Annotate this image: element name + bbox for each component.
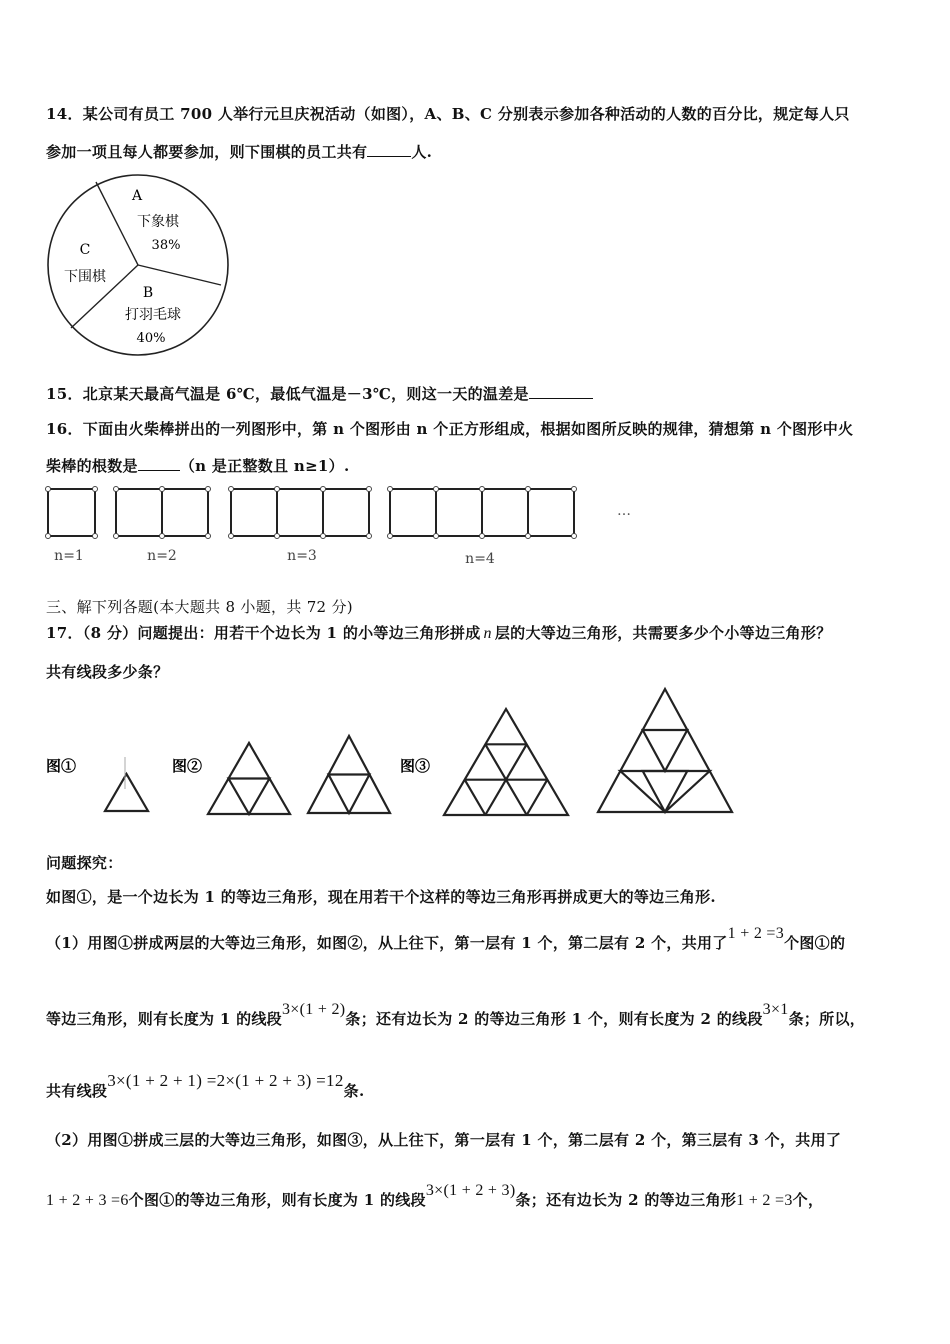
- square-n2-2: [162, 489, 208, 536]
- fig3a-outer: [444, 709, 568, 815]
- square-n3-3: [323, 489, 369, 536]
- para1-end: 个图①的: [784, 934, 846, 952]
- ellipsis: …: [617, 503, 631, 519]
- q14-line2-end: 人.: [411, 143, 433, 161]
- answer-blank: [367, 142, 411, 157]
- q17-line1-text: 17．（8 分）问题提出：用若干个边长为 1 的小等边三角形拼成: [46, 624, 481, 642]
- square-n2-1: [116, 489, 162, 536]
- math-sum3: 1 + 2 =3: [736, 1192, 793, 1209]
- q15-text: 15．北京某天最高气温是 6℃，最低气温是－3℃，则这一天的温差是: [46, 385, 529, 403]
- pie-divider-ab: [138, 265, 221, 285]
- square-n4-2: [436, 489, 482, 536]
- square-n4-1: [390, 489, 436, 536]
- answer-blank: [529, 384, 593, 399]
- slice-a-percent: 38%: [151, 238, 181, 253]
- q17-line1-end: 层的大等边三角形，共需要多少个小等边三角形？: [494, 624, 832, 642]
- para2-text: 等边三角形，则有长度为 1 的线段: [46, 1010, 282, 1028]
- para5-mid: 条；还有边长为 2 的等边三角形: [515, 1191, 737, 1209]
- explore-intro: 如图①，是一个边长为 1 的等边三角形，现在用若干个这样的等边三角形再拼成更大的等边三角形.: [46, 888, 716, 906]
- fig1-triangle: [105, 774, 148, 811]
- matchstick-figure: [40, 482, 640, 572]
- para3: [46, 1071, 365, 1101]
- fig2-label: 图②: [172, 757, 203, 775]
- variable-n: n: [483, 625, 492, 642]
- slice-b-letter: B: [142, 285, 154, 301]
- q15-line: [46, 383, 593, 404]
- square-n4-3: [482, 489, 528, 536]
- q14-line2-text: 参加一项且每人都要参加，则下围棋的员工共有: [46, 143, 368, 161]
- label-n1: n=1: [54, 548, 84, 564]
- slice-c-label: 下围棋: [64, 269, 106, 285]
- label-n2: n=2: [147, 548, 177, 564]
- square-n3-2: [277, 489, 323, 536]
- q14-line2: [46, 141, 432, 162]
- math-1plus2: 1 + 2 =3: [727, 925, 785, 942]
- q17-line2: 共有线段多少条？: [46, 663, 169, 681]
- q16-line1: 16．下面由火柴棒拼出的一列图形中，第 n 个图形由 n 个正方形组成，根据如图所反映的规律，猜想第 n 个图形中火: [46, 420, 854, 438]
- pie-chart: [40, 170, 240, 360]
- q16-line2: [46, 455, 350, 476]
- fig2a-inner: [229, 779, 270, 815]
- answer-blank: [138, 456, 180, 471]
- math-3x1: 3×1: [762, 1001, 789, 1018]
- fig3b-outer: [598, 689, 732, 812]
- fig3b-inner1: [643, 730, 688, 771]
- q16-line2-text: 柴棒的根数是: [46, 457, 138, 475]
- math-sum6: 1 + 2 + 3 =6: [46, 1192, 129, 1209]
- explore-title: 问题探究：: [46, 854, 123, 872]
- para5-end: 个，: [792, 1191, 824, 1209]
- square-n1: [48, 489, 95, 536]
- square-n3-1: [231, 489, 277, 536]
- section-title: 三、解下列各题(本大题共 8 小题，共 72 分): [46, 598, 353, 616]
- para1: [46, 925, 846, 953]
- para2-mid: 条；还有边长为 2 的等边三角形 1 个，则有长度为 2 的线段: [345, 1010, 763, 1028]
- para5-text: 个图①的等边三角形，则有长度为 1 的线段: [128, 1191, 426, 1209]
- slice-a-label: 下象棋: [137, 214, 179, 230]
- math-total12: 3×(1 + 2 + 1) =2×(1 + 2 + 3) =12: [107, 1071, 344, 1090]
- para5: [46, 1182, 824, 1210]
- para3-end: 条.: [343, 1082, 365, 1100]
- triangle-figures: [40, 685, 760, 830]
- q17-line1: [46, 622, 831, 643]
- q16-line2-end: （n 是正整数且 n≥1）.: [179, 457, 350, 475]
- para4: （2）用图①拼成三层的大等边三角形，如图③，从上往下，第一层有 1 个，第二层有 2 个，第三层有 3 个，共用了: [46, 1131, 842, 1149]
- slice-c-letter: C: [79, 242, 91, 258]
- para2: [46, 1001, 866, 1029]
- fig3b-inner2: [620, 771, 709, 812]
- math-3x3: 3×(1 + 2): [281, 1001, 346, 1018]
- para1-text: （1）用图①拼成两层的大等边三角形，如图②，从上往下，第一层有 1 个，第二层有 2 个，共用了: [46, 934, 728, 952]
- slice-b-label: 打羽毛球: [125, 307, 181, 323]
- para3-text: 共有线段: [46, 1082, 108, 1100]
- math-3x6: 3×(1 + 2 + 3): [425, 1182, 516, 1199]
- para2-end: 条；所以，: [788, 1010, 866, 1028]
- slice-b-percent: 40%: [136, 331, 166, 346]
- square-n4-4: [528, 489, 574, 536]
- fig3-label: 图③: [400, 757, 431, 775]
- label-n4: n=4: [465, 551, 495, 567]
- fig1-label: 图①: [46, 757, 77, 775]
- slice-a-letter: A: [131, 188, 143, 204]
- fig2b-inner: [329, 775, 370, 814]
- q14-line1: 14．某公司有员工 700 人举行元旦庆祝活动（如图），A、B、C 分别表示参加各种活动的人数的百分比，规定每人只: [46, 105, 850, 123]
- label-n3: n=3: [287, 548, 317, 564]
